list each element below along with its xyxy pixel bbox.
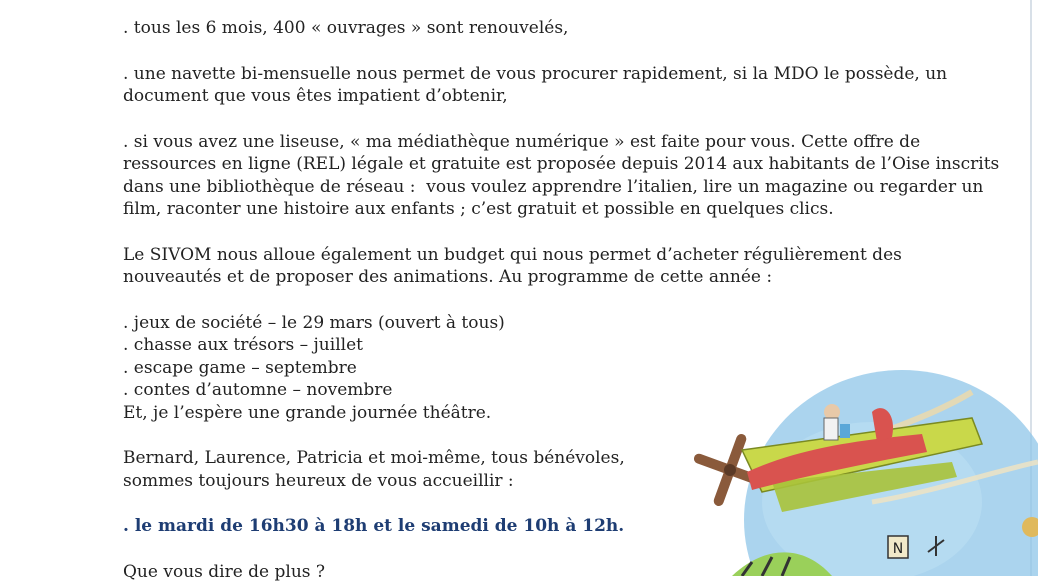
svg-text:N: N bbox=[893, 541, 903, 557]
paragraph-renewal: . tous les 6 mois, 400 « ouvrages » sont renouvelés, bbox=[123, 17, 923, 40]
paragraph-ebook-line-3: dans une bibliothèque de réseau : vous voulez apprendre l’italien, lire un magazine ou regarder un bbox=[123, 176, 923, 199]
paragraph-sivom-line-1: Le SIVOM nous alloue également un budget qui nous permet d’acheter régulièrement des bbox=[123, 244, 923, 267]
paragraph-volunteers-line-1: Bernard, Laurence, Patricia et moi-même, tous bénévoles, bbox=[123, 447, 923, 470]
paragraph-ebook-line-2: ressources en ligne (REL) légale et gratuite est proposée depuis 2014 aux habitants de l’Oise inscrits bbox=[123, 153, 923, 176]
paragraph-sivom-line-2: nouveautés et de proposer des animations. Au programme de cette année : bbox=[123, 266, 923, 289]
program-item: . jeux de société – le 29 mars (ouvert à tous) bbox=[123, 312, 923, 335]
paragraph-ebook-line-4: film, raconter une histoire aux enfants ; c’est gratuit et possible en quelques clics. bbox=[123, 198, 923, 221]
paragraph-shuttle-line-1: . une navette bi-mensuelle nous permet de vous procurer rapidement, si la MDO le possède, un bbox=[123, 63, 923, 86]
airplane-illustration bbox=[672, 352, 1038, 576]
paragraph-shuttle-line-2: document que vous êtes impatient d’obtenir, bbox=[123, 85, 923, 108]
program-item: Et, je l’espère une grande journée théâtre. bbox=[123, 402, 923, 425]
program-item: . contes d’automne – novembre bbox=[123, 379, 923, 402]
direction-sign-icon bbox=[888, 536, 908, 558]
paragraph-volunteers-line-2: sommes toujours heureux de vous accueillir : bbox=[123, 470, 923, 493]
opening-hours: . le mardi de 16h30 à 18h et le samedi de 10h à 12h. bbox=[123, 515, 923, 538]
closing-question: Que vous dire de plus ? bbox=[123, 561, 923, 583]
program-item: . chasse aux trésors – juillet bbox=[123, 334, 923, 357]
paragraph-ebook-line-1: . si vous avez une liseuse, « ma médiathèque numérique » est faite pour vous. Cette offre de bbox=[123, 131, 923, 154]
program-item: . escape game – septembre bbox=[123, 357, 923, 380]
